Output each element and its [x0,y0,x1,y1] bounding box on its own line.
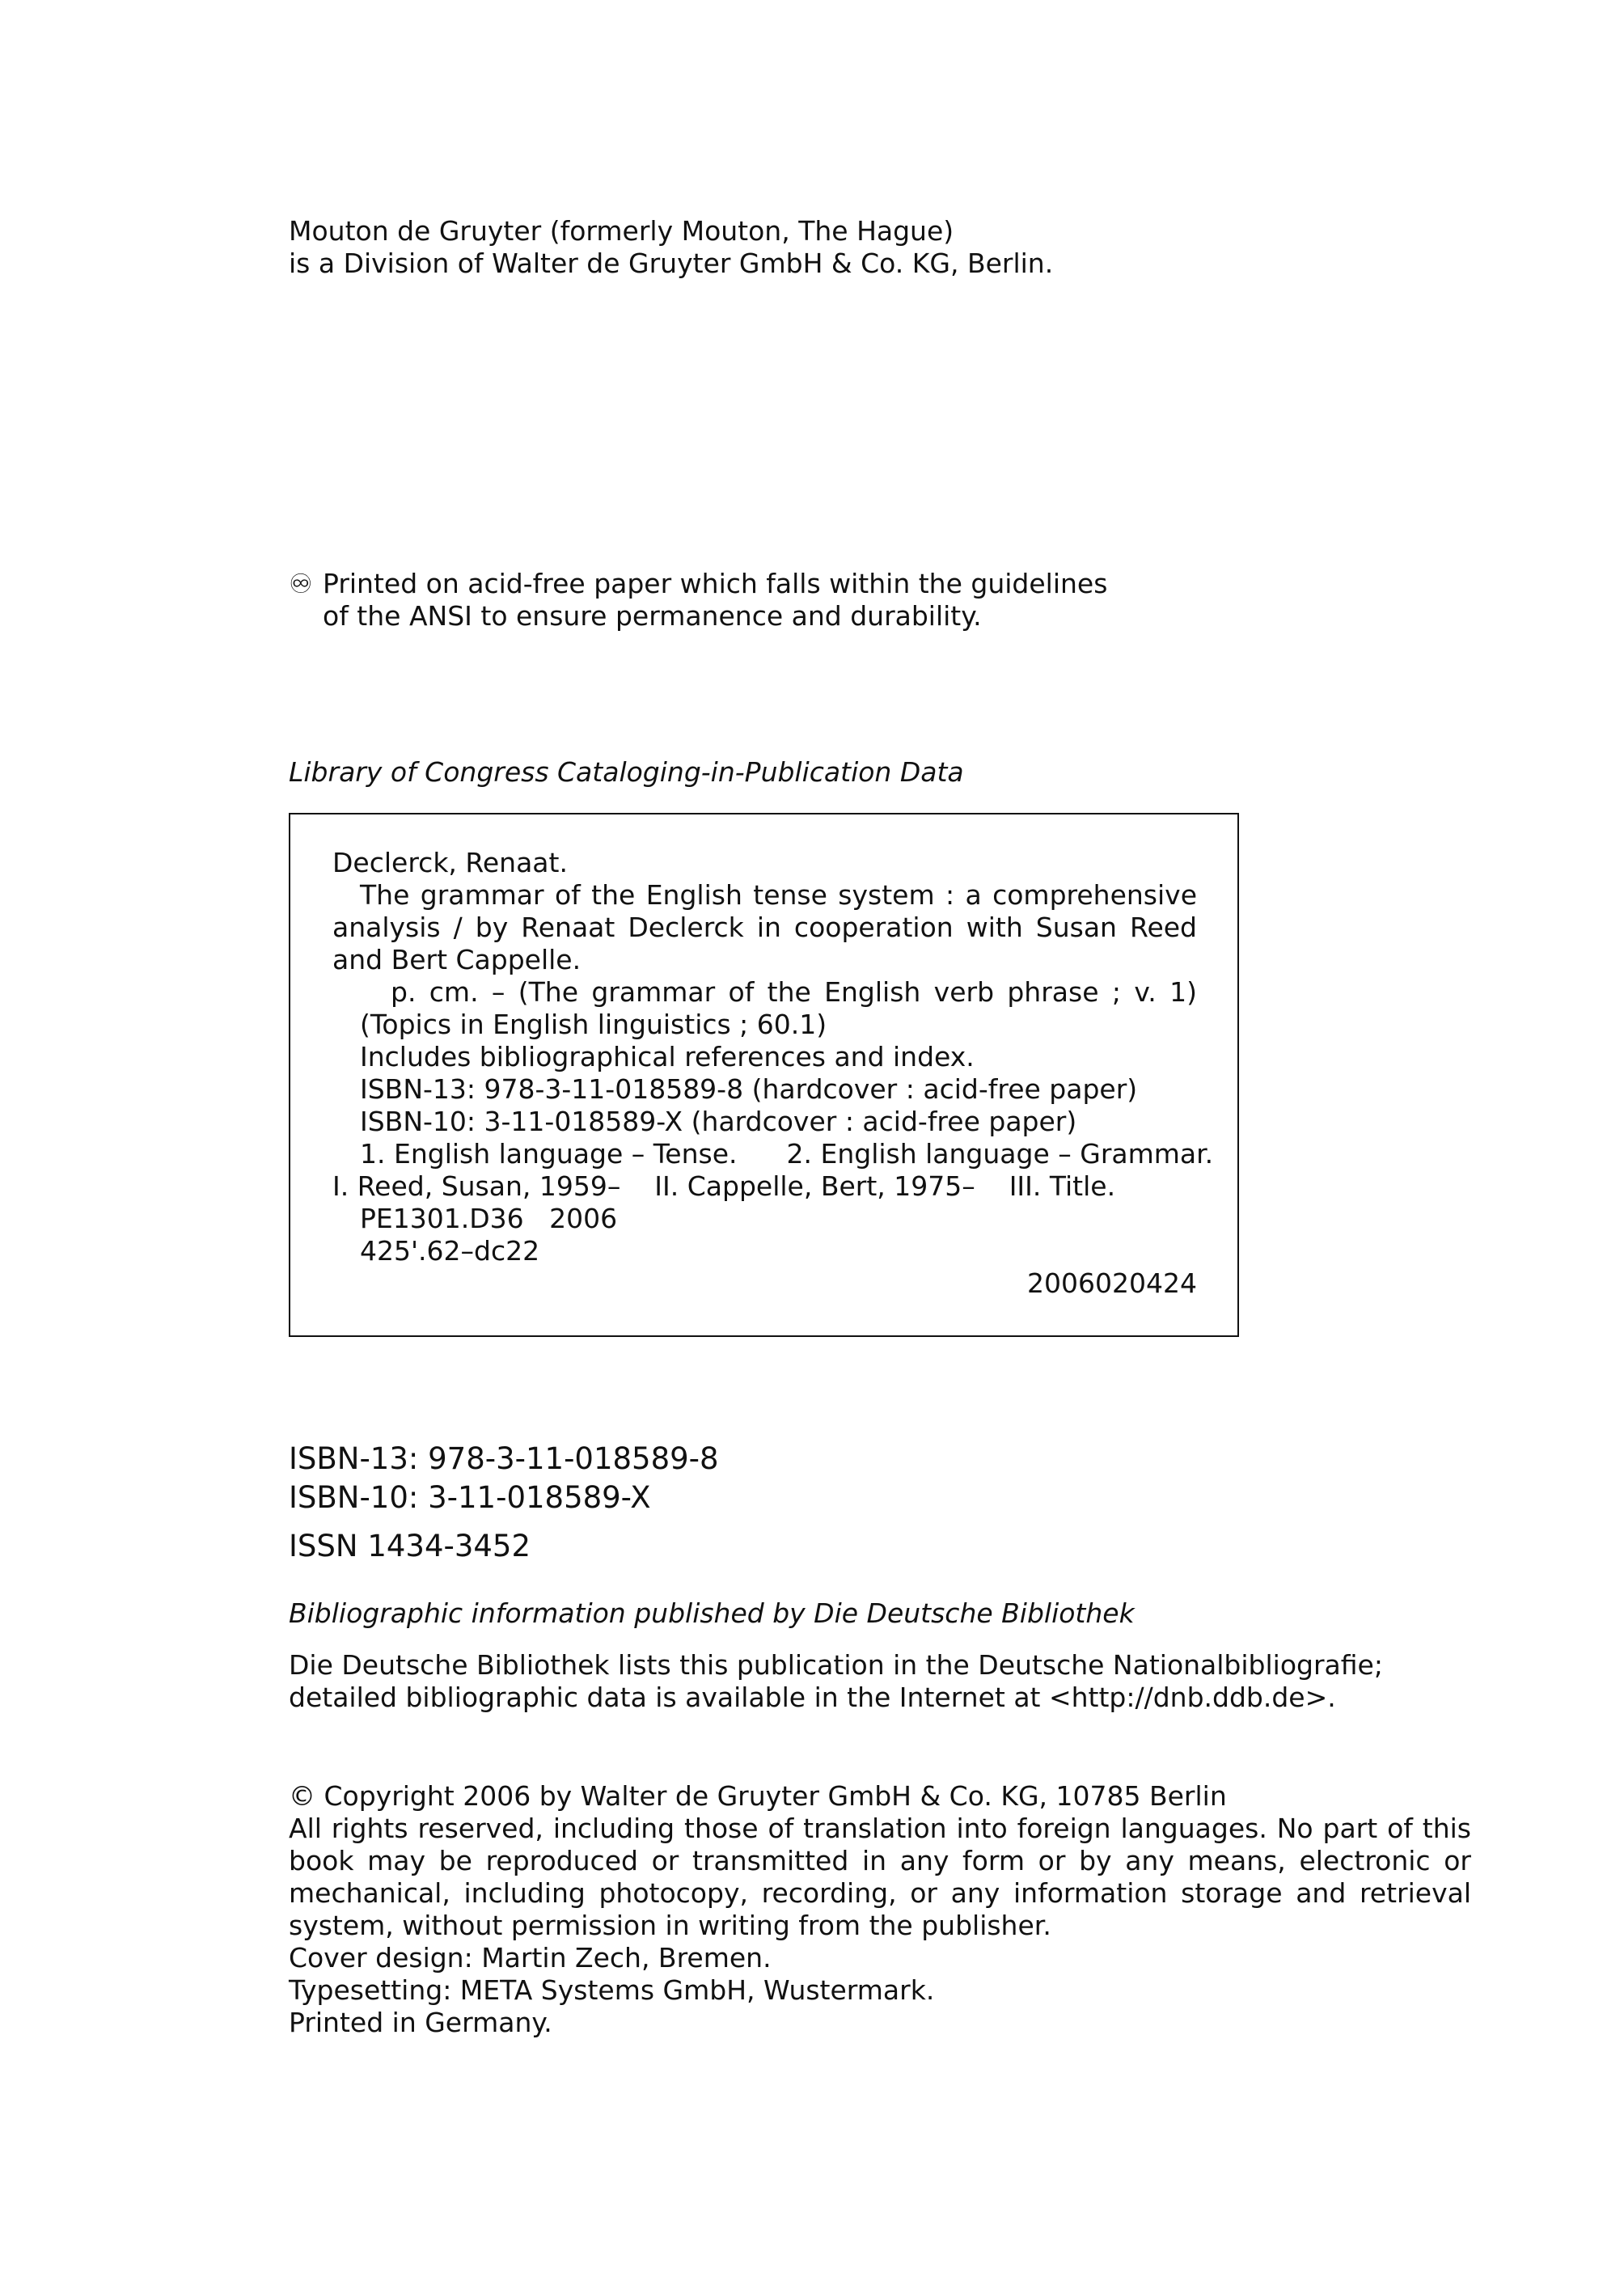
cip-title-line-2: analysis / by Renaat Declerck in cooperation with Susan Reed [332,912,1197,943]
cip-subject-1: 1. English language – Tense. [360,1138,738,1170]
cip-dewey: 425'.62–dc22 [360,1235,540,1267]
dnb-line-2: detailed bibliographic data is available in the Internet at <http://dnb.ddb.de>. [289,1682,1336,1713]
copyright-line: © Copyright 2006 by Walter de Gruyter GmbH & Co. KG, 10785 Berlin [289,1780,1227,1812]
identifier-block [289,1440,719,1566]
cip-author: Declerck, Renaat. [332,847,568,878]
isbn-13: ISBN-13: 978-3-11-018589-8 [289,1441,719,1476]
rights-line-3: mechanical, including photocopy, recording, or any information storage and retrieval [289,1877,1471,1909]
cip-lccn: 2006020424 [1027,1267,1197,1299]
paper-note-line-2: of the ANSI to ensure permanence and durability. [323,600,982,632]
cip-subjects [332,1138,1214,1170]
cip-note-bibliography: Includes bibliographical references and index. [360,1041,975,1072]
infinity-paper-icon: ♾ [289,568,313,599]
dnb-statement [289,1649,1470,1714]
cip-subject-2: 2. English language – Grammar. [786,1138,1214,1170]
rights-line-2: book may be reproduced or transmitted in any form or by any means, electronic or [289,1845,1471,1876]
cip-series-line: p. cm. – (The grammar of the English verb phrase ; v. 1) [391,976,1197,1008]
cip-note-isbn13: ISBN-13: 978-3-11-018589-8 (hardcover : acid-free paper) [360,1073,1138,1105]
rights-line-4: system, without permission in writing from the publisher. [289,1910,1051,1941]
cip-title-line-3: and Bert Cappelle. [332,944,582,975]
cip-record-box [289,813,1239,1337]
cip-heading: Library of Congress Cataloging-in-Publication Data [289,756,964,788]
printed-in: Printed in Germany. [289,2007,552,2038]
isbn-10: ISBN-10: 3-11-018589-X [289,1480,651,1515]
copyright-notice [289,1780,1471,2039]
publisher-line-2: is a Division of Walter de Gruyter GmbH & Co. KG, Berlin. [289,247,1054,279]
rights-line-1: All rights reserved, including those of translation into foreign languages. No part of this [289,1813,1471,1844]
issn: ISSN 1434-3452 [289,1529,531,1563]
cip-lc-class: PE1301.D36 2006 [360,1203,618,1234]
cip-note-isbn10: ISBN-10: 3-11-018589-X (hardcover : acid-free paper) [360,1106,1077,1137]
dnb-line-1: Die Deutsche Bibliothek lists this publication in the Deutsche Nationalbibliografie; [289,1649,1383,1681]
cover-design-credit: Cover design: Martin Zech, Bremen. [289,1942,772,1974]
cip-added-entries: I. Reed, Susan, 1959– II. Cappelle, Bert, 1975– III. Title. [332,1170,1116,1202]
publisher-line-1: Mouton de Gruyter (formerly Mouton, The Hague) [289,215,954,247]
paper-note-line-1: Printed on acid-free paper which falls within the guidelines [323,568,1108,599]
cip-series-line-2: (Topics in English linguistics ; 60.1) [360,1009,827,1040]
dnb-heading: Bibliographic information published by Die Deutsche Bibliothek [289,1597,1135,1629]
publisher-statement [289,215,1421,280]
typesetting-credit: Typesetting: META Systems GmbH, Wustermark. [289,1974,935,2006]
cip-title-line-1: The grammar of the English tense system : a comprehensive [360,879,1197,911]
